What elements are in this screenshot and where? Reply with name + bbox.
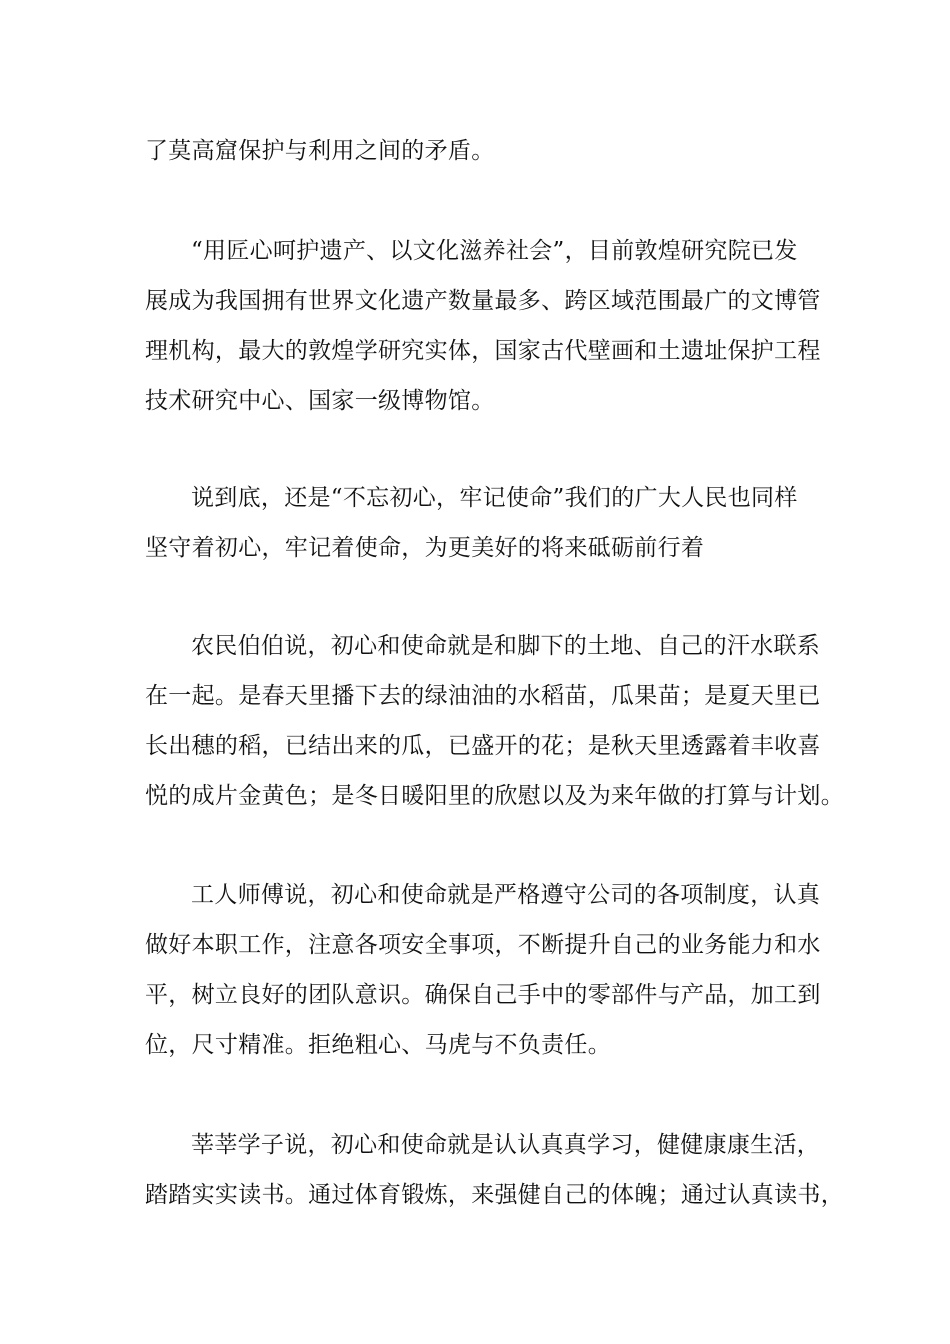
text-line: “用匠心呵护遗产、以文化滋养社会”，目前敦煌研究院已发 [191, 238, 798, 264]
text-line: 位，尺寸精准。拒绝粗心、马虎与不负责任。 [145, 1032, 611, 1058]
text-line: 莘莘学子说，初心和使命就是认认真真学习，健健康康生活， [191, 1132, 821, 1158]
text-line: 展成为我国拥有世界文化遗产数量最多、跨区域范围最广的文博管 [145, 288, 821, 314]
text-line: 做好本职工作，注意各项安全事项，不断提升自己的业务能力和水 [145, 932, 821, 958]
text-line: 平，树立良好的团队意识。确保自己手中的零部件与产品，加工到 [145, 982, 821, 1008]
text-line: 长出穗的稻，已结出来的瓜，已盛开的花；是秋天里透露着丰收喜 [145, 733, 821, 759]
text-line: 工人师傅说，初心和使命就是严格遵守公司的各项制度，认真 [191, 882, 821, 908]
text-line: 在一起。是春天里播下去的绿油油的水稻苗，瓜果苗；是夏天里已 [145, 683, 821, 709]
text-line: 悦的成片金黄色；是冬日暖阳里的欣慰以及为来年做的打算与计划。 [145, 783, 844, 809]
text-line: 坚守着初心，牢记着使命，为更美好的将来砥砺前行着 [145, 535, 705, 561]
text-line: 理机构，最大的敦煌学研究实体，国家古代壁画和土遗址保护工程 [145, 338, 821, 364]
text-line: 技术研究中心、国家一级博物馆。 [145, 388, 495, 414]
text-line: 农民伯伯说，初心和使命就是和脚下的土地、自己的汗水联系 [191, 633, 821, 659]
text-line: 踏踏实实读书。通过体育锻炼，来强健自己的体魄；通过认真读书， [145, 1182, 844, 1208]
text-line: 说到底，还是“不忘初心，牢记使命”我们的广大人民也同样 [191, 485, 798, 511]
text-line: 了莫高窟保护与利用之间的矛盾。 [145, 138, 495, 164]
